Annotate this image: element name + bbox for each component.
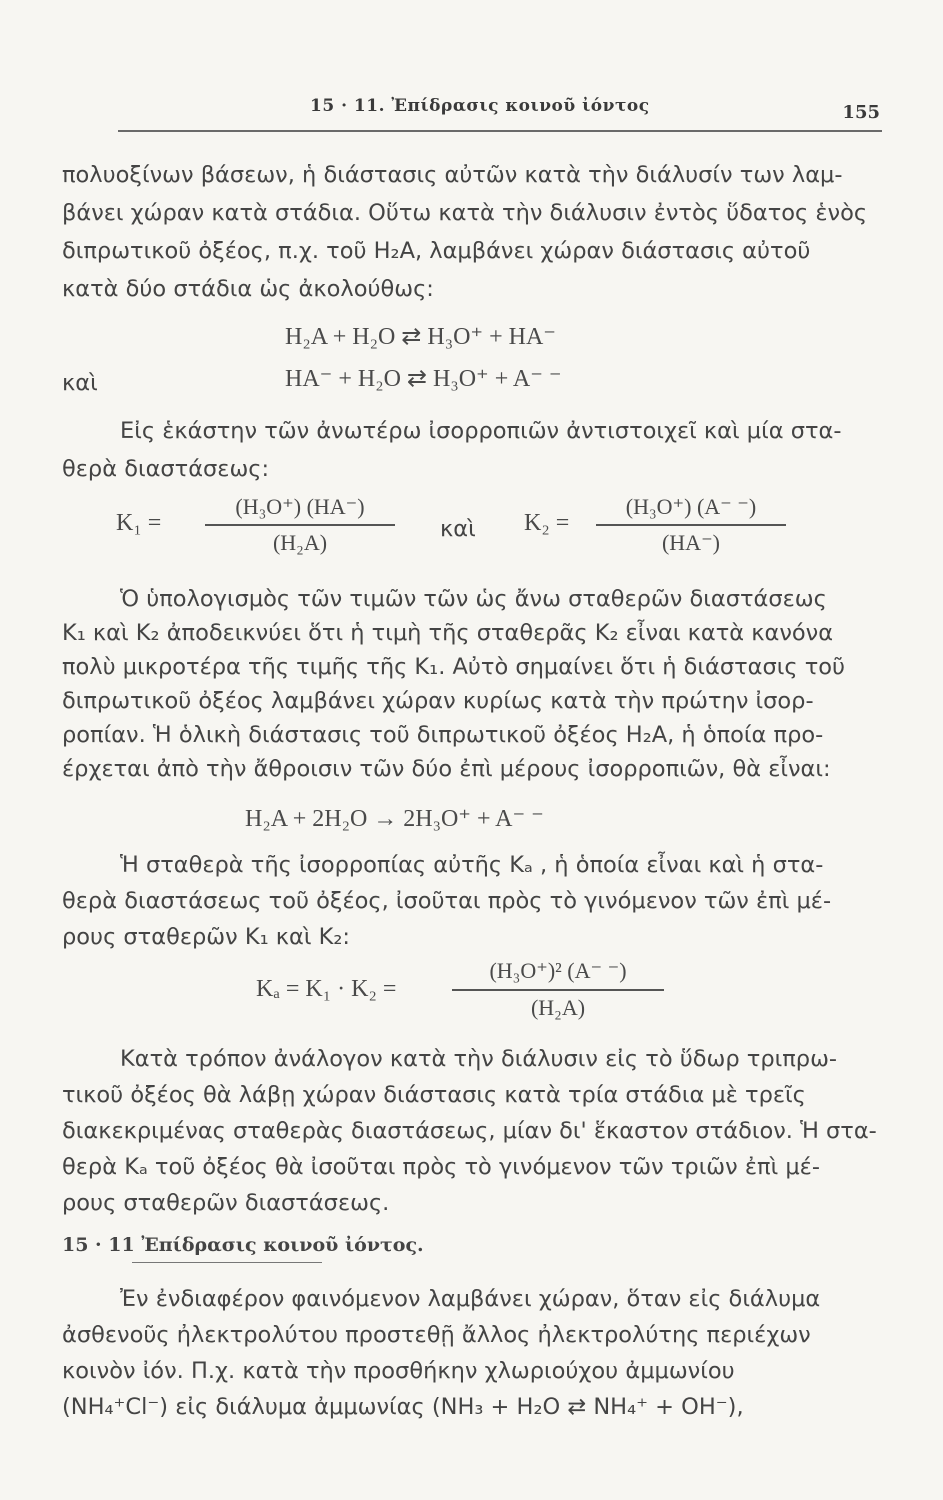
text-line: θερὰ διαστάσεως τοῦ ὀξέος, ἰσοῦται πρὸς τὸ γινόμενον τῶν ἐπὶ μέ- — [62, 888, 832, 914]
text-line: πολυοξίνων βάσεων, ἡ διάστασις αὐτῶν κατὰ τὴν διάλυσίν των λαμ- — [62, 162, 843, 188]
page-header — [60, 96, 880, 128]
text-line: ρους σταθερῶν διαστάσεως. — [62, 1190, 390, 1216]
text-line: βάνει χώραν κατὰ στάδια. Οὕτω κατὰ τὴν διάλυσιν ἐντὸς ὕδατος ἑνὸς — [62, 200, 868, 226]
k2-fraction-bar — [596, 524, 786, 526]
overall-reaction: H₂A + 2H₂O → 2H₃O⁺ + A⁻ ⁻ — [245, 806, 544, 832]
equilibrium-2: HA⁻ + H₂O ⇄ H₃O⁺ + A⁻ ⁻ — [285, 366, 562, 392]
k1-denominator: (H₂A) — [272, 530, 328, 555]
text-line: Ὁ ὑπολογισμὸς τῶν τιμῶν τῶν ὡς ἄνω σταθερῶν διαστάσεως — [120, 586, 827, 612]
text-line: Εἰς ἑκάστην τῶν ἀνωτέρω ἰσορροπιῶν ἀντιστοιχεῖ καὶ μία στα- — [120, 418, 842, 444]
ka-numerator: (H₃O⁺)² (A⁻ ⁻) — [489, 958, 627, 983]
section-heading: 15 · 11 Ἐπίδρασις κοινοῦ ἰόντος. — [62, 1234, 424, 1256]
text-line: Ἐν ἐνδιαφέρον φαινόμενον λαμβάνει χώραν, ὅταν εἰς διάλυμα — [120, 1286, 821, 1312]
k2-label: K₂ = — [524, 510, 570, 536]
k1-numerator: (H₃O⁺) (HA⁻) — [235, 494, 365, 519]
text-line: διπρωτικοῦ ὀξέος λαμβάνει χώραν κυρίως κατὰ τὴν πρώτην ἰσορ- — [62, 688, 814, 714]
text-line: θερὰ διαστάσεως: — [62, 456, 270, 482]
text-line: κατὰ δύο στάδια ὡς ἀκολούθως: — [62, 276, 434, 302]
text-line: διακεκριμένας σταθερὰς διαστάσεως, μίαν δι' ἕκαστον στάδιον. Ἡ στα- — [62, 1118, 877, 1144]
k1-label: K₁ = — [116, 510, 162, 536]
text-line: θερὰ Kₐ τοῦ ὀξέος θὰ ἰσοῦται πρὸς τὸ γινόμενον τῶν τριῶν ἐπὶ μέ- — [62, 1154, 820, 1180]
running-title: 15 · 11. Ἐπίδρασις κοινοῦ ἰόντος — [310, 96, 650, 116]
text-line: ρους σταθερῶν K₁ καὶ K₂: — [62, 924, 350, 950]
k2-denominator: (HA⁻) — [661, 530, 721, 555]
text-line: κοινὸν ἰόν. Π.χ. κατὰ τὴν προσθήκην χλωριούχου ἀμμωνίου — [62, 1358, 735, 1384]
text-line: ροπίαν. Ἡ ὁλικὴ διάστασις τοῦ διπρωτικοῦ ὀξέος H₂A, ἡ ὁποία προ- — [62, 722, 824, 748]
ka-denominator: (H₂A) — [530, 995, 586, 1020]
equilibrium-1: H₂A + H₂O ⇄ H₃O⁺ + HA⁻ — [285, 324, 556, 350]
header-rule — [118, 130, 882, 132]
k1-fraction-bar — [205, 524, 395, 526]
section-heading-underline — [132, 1262, 322, 1263]
text-line: (NH₄⁺Cl⁻) εἰς διάλυμα ἀμμωνίας (NH₃ + H₂O ⇄ NH₄⁺ + OH⁻), — [62, 1394, 744, 1420]
text-line: ἀσθενοῦς ἠλεκτρολύτου προστεθῇ ἄλλος ἠλεκτρολύτης περιέχων — [62, 1322, 811, 1348]
book-page: 15 · 11. Ἐπίδρασις κοινοῦ ἰόντος 155 πολυοξίνων βάσεων, ἡ διάστασις αὐτῶν κατὰ τὴν διάλυσίν των λαμ- βάνει χώραν κατὰ στάδια. Οὕτω κατὰ τὴν διάλυσιν ἐντὸς ὕδατος ἑνὸς διπρωτικοῦ ὀξέος, π.χ. τοῦ H₂A, λαμβάνει χώραν διάστασις αὐτοῦ κατὰ δύο στάδια ὡς ἀκολούθως: H₂A + H₂O ⇄ H₃O⁺ + HA⁻ καὶ HA⁻ + H₂O ⇄ H₃O⁺ + A⁻ ⁻ Εἰς ἑκάστην τῶν ἀνωτέρω ἰσορροπιῶν ἀντιστοιχεῖ καὶ μία στα- θερὰ διαστάσεως: K₁ = (H₃O⁺) (HA⁻) (H₂A) καὶ K₂ = (H₃O⁺) (A⁻ ⁻) (HA⁻) Ὁ ὑπολογισμὸς τῶν τιμῶν τῶν ὡς ἄνω σταθερῶν διαστάσεως K₁ καὶ K₂ ἀποδεικνύει ὅτι ἡ τιμὴ τῆς σταθερᾶς K₂ εἶναι κατὰ κανόνα πολὺ μικροτέρα τῆς τιμῆς τῆς K₁. Αὐτὸ σημαίνει ὅτι ἡ διάστασις τοῦ διπρωτικοῦ ὀξέος λαμβάνει χώραν κυρίως κατὰ τὴν πρώτην ἰσορ- ροπίαν. Ἡ ὁλικὴ διάστασις τοῦ διπρωτικοῦ ὀξέος H₂A, ἡ ὁποία προ- έρχεται ἀπὸ τὴν ἄθροισιν τῶν δύο ἐπὶ μέρους ἰσορροπιῶν, θὰ εἶναι: H₂A + 2H₂O → 2H₃O⁺ + A⁻ ⁻ Ἡ σταθερὰ τῆς ἰσορροπίας αὐτῆς Kₐ , ἡ ὁποία εἶναι καὶ ἡ στα- θερὰ διαστάσεως τοῦ ὀξέος, ἰσοῦται πρὸς τὸ γινόμενον τῶν ἐπὶ μέ- ρους σταθερῶν K₁ καὶ K₂: Kₐ = K₁ · K₂ = (H₃O⁺)² (A⁻ ⁻) (H₂A) Κατὰ τρόπον ἀνάλογον κατὰ τὴν διάλυσιν εἰς τὸ ὕδωρ τριπρω- τικοῦ ὀξέος θὰ λάβῃ χώραν διάστασις κατὰ τρία στάδια μὲ τρεῖς διακεκριμένας σταθερὰς διαστάσεως, μίαν δι' ἕκαστον στάδιον. Ἡ στα- θερὰ Kₐ τοῦ ὀξέος θὰ ἰσοῦται πρὸς τὸ γινόμενον τῶν τριῶν ἐπὶ μέ- ρους σταθερῶν διαστάσεως. 15 · 11 Ἐπίδρασις κοινοῦ ἰόντος. Ἐν ἐνδιαφέρον φαινόμενον λαμβάνει χώραν, ὅταν εἰς διάλυμα ἀσθενοῦς ἠλεκτρολύτου προστεθῇ ἄλλος ἠλεκτρολύτης περιέχων κοινὸν ἰόν. Π.χ. κατὰ τὴν προσθήκην χλωριούχου ἀμμωνίου (NH₄⁺Cl⁻) εἰς διάλυμα ἀμμωνίας (NH₃ + H₂O ⇄ NH₄⁺ + OH⁻), — [0, 0, 943, 1500]
text-line: Κατὰ τρόπον ἀνάλογον κατὰ τὴν διάλυσιν εἰς τὸ ὕδωρ τριπρω- — [120, 1046, 838, 1072]
text-line: διπρωτικοῦ ὀξέος, π.χ. τοῦ H₂A, λαμβάνει χώραν διάστασις αὐτοῦ — [62, 238, 811, 264]
text-line: Ἡ σταθερὰ τῆς ἰσορροπίας αὐτῆς Kₐ , ἡ ὁποία εἶναι καὶ ἡ στα- — [120, 852, 824, 878]
text-line: έρχεται ἀπὸ τὴν ἄθροισιν τῶν δύο ἐπὶ μέρους ἰσορροπιῶν, θὰ εἶναι: — [62, 756, 831, 782]
page-number: 155 — [842, 102, 880, 123]
ka-label: Kₐ = K₁ · K₂ = — [256, 976, 397, 1002]
ka-fraction-bar — [452, 989, 664, 991]
text-line: K₁ καὶ K₂ ἀποδεικνύει ὅτι ἡ τιμὴ τῆς σταθερᾶς K₂ εἶναι κατὰ κανόνα — [62, 620, 834, 646]
text-line: τικοῦ ὀξέος θὰ λάβῃ χώραν διάστασις κατὰ τρία στάδια μὲ τρεῖς — [62, 1082, 806, 1108]
text-line: πολὺ μικροτέρα τῆς τιμῆς τῆς K₁. Αὐτὸ σημαίνει ὅτι ἡ διάστασις τοῦ — [62, 654, 846, 680]
k2-numerator: (H₃O⁺) (A⁻ ⁻) — [625, 494, 757, 519]
